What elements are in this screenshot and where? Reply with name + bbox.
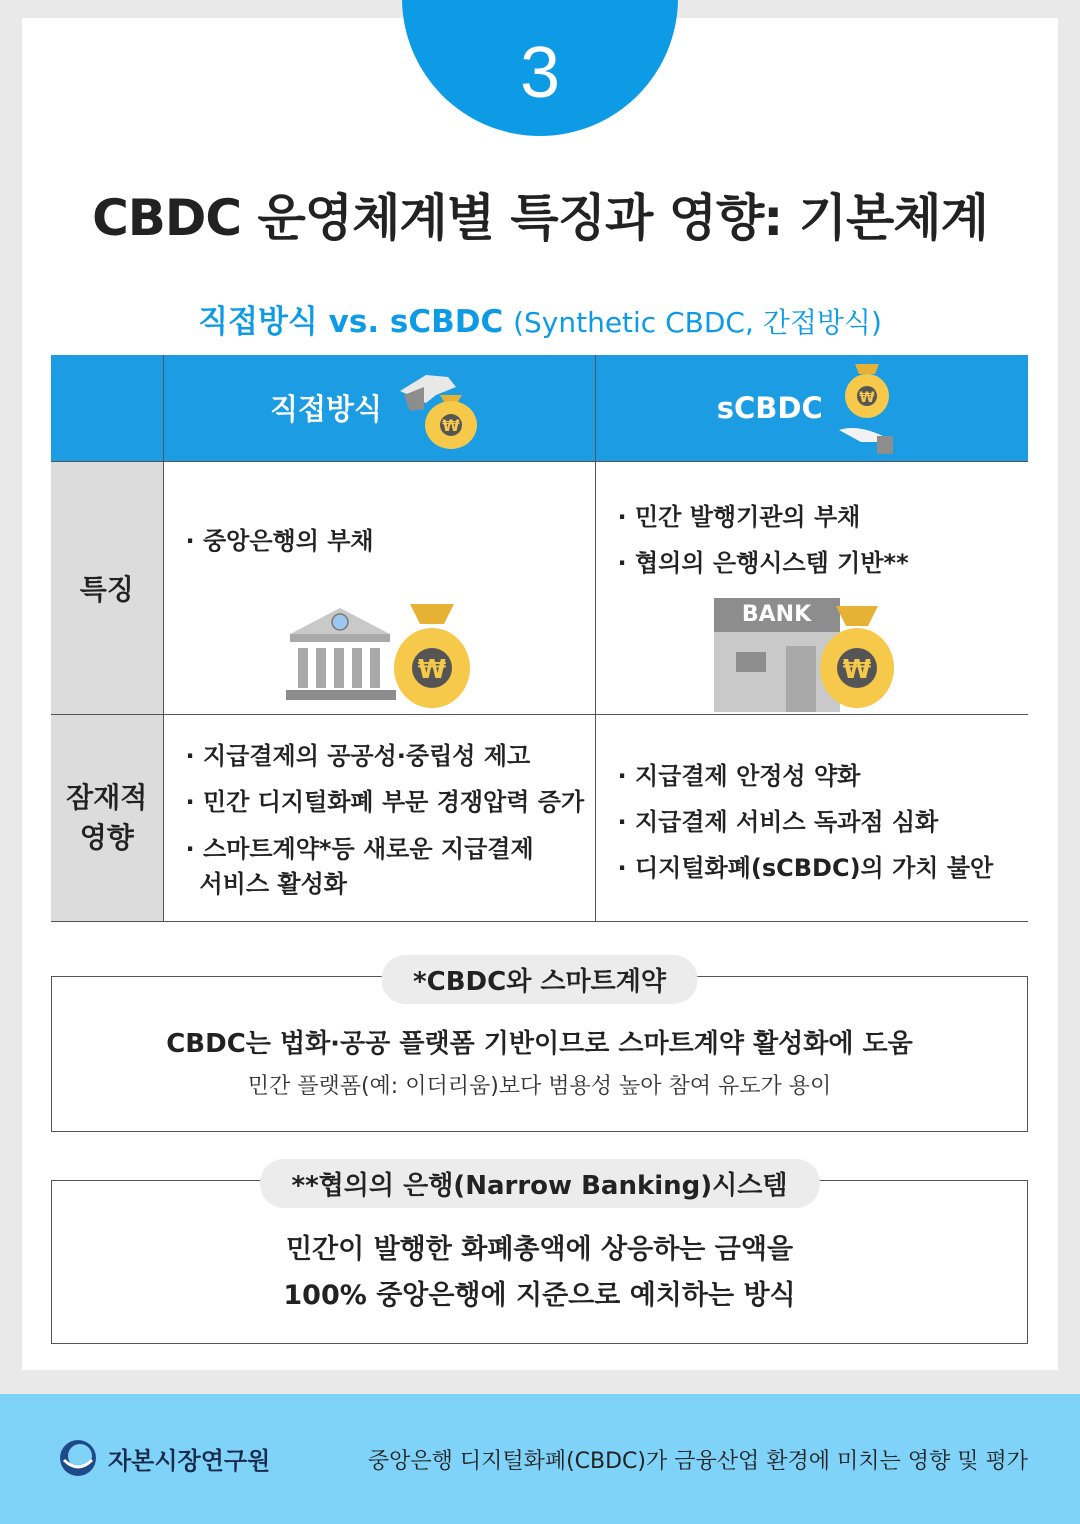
subtitle xyxy=(0,296,1080,341)
note-line: 100% 중앙은행에 지준으로 예치하는 방식 xyxy=(283,1280,796,1311)
row-label-line: 잠재적 xyxy=(66,780,148,814)
report-title: 중앙은행 디지털화폐(CBDC)가 금융산업 환경에 미치는 영향 및 평가 xyxy=(367,1449,1028,1474)
note-title: *CBDC와 스마트계약 xyxy=(381,955,698,1004)
note-title: **협의의 은행(Narrow Banking)시스템 xyxy=(259,1159,819,1208)
header-scbdc xyxy=(595,355,1028,461)
page-title: CBDC 운영체계별 특징과 영향: 기본체계 xyxy=(92,189,988,247)
list-item: · 중앙은행의 부채 xyxy=(185,526,374,555)
org-logo-icon xyxy=(58,1438,98,1478)
moneybag-icon xyxy=(818,604,896,710)
comparison-table xyxy=(51,355,1028,922)
currency-symbol: ₩ xyxy=(417,654,446,685)
hand-moneybag-icon xyxy=(396,365,488,451)
subtitle-main: 직접방식 vs. sCBDC xyxy=(198,304,504,340)
list-item: · 스마트계약*등 새로운 지급결제 xyxy=(185,834,534,863)
direct-features-cell xyxy=(163,461,595,714)
org-name: 자본시장연구원 xyxy=(108,1446,271,1475)
note-line: CBDC는 법화·공공 플랫폼 기반이므로 스마트계약 활성화에 도움 xyxy=(166,1029,913,1059)
list-item: · 지급결제 안정성 약화 xyxy=(617,761,861,790)
list-item: · 민간 디지털화폐 부문 경쟁압력 증가 xyxy=(185,787,585,816)
scbdc-features-cell xyxy=(595,461,1028,714)
footer xyxy=(0,1394,1080,1524)
list-item: · 민간 발행기관의 부채 xyxy=(617,502,861,531)
table-header-row xyxy=(51,355,1028,461)
list-item: · 지급결제의 공공성·중립성 제고 xyxy=(185,741,531,770)
direct-impact-cell xyxy=(163,714,595,921)
note-line: 민간이 발행한 화폐총액에 상응하는 금액을 xyxy=(285,1234,794,1265)
subtitle-detail: (Synthetic CBDC, 간접방식) xyxy=(513,306,882,339)
header-direct-label: 직접방식 xyxy=(269,392,383,427)
row-label-features: 특징 xyxy=(51,461,163,714)
section-number: 3 xyxy=(519,33,561,113)
table-row-impact xyxy=(51,714,1028,921)
currency-symbol: ₩ xyxy=(842,654,871,685)
note-smart-contract xyxy=(51,967,1028,1132)
list-item: · 협의의 은행시스템 기반** xyxy=(617,548,909,577)
svg-text:₩: ₩ xyxy=(859,389,875,406)
list-item: · 디지털화폐(sCBDC)의 가치 불안 xyxy=(617,853,994,882)
note-narrow-banking xyxy=(51,1171,1028,1344)
scbdc-impact-cell xyxy=(595,714,1028,921)
header-scbdc-label: sCBDC xyxy=(716,390,823,425)
row-label-line: 영향 xyxy=(79,820,134,854)
svg-text:₩: ₩ xyxy=(442,415,460,435)
bank-sign: BANK xyxy=(714,598,840,632)
list-item-continued: 서비스 활성화 xyxy=(199,869,347,898)
list-item: · 지급결제 서비스 독과점 심화 xyxy=(617,807,939,836)
org-logo[interactable] xyxy=(58,1438,270,1478)
row-label-impact xyxy=(51,714,163,921)
moneybag-icon xyxy=(392,602,472,710)
header-direct xyxy=(163,355,595,461)
note-line: 민간 플랫폼(예: 이더리움)보다 범용성 높아 참여 유도가 용이 xyxy=(247,1074,832,1099)
header-empty xyxy=(51,355,163,461)
moneybag-hand-icon xyxy=(837,360,907,456)
table-row-features xyxy=(51,461,1028,714)
